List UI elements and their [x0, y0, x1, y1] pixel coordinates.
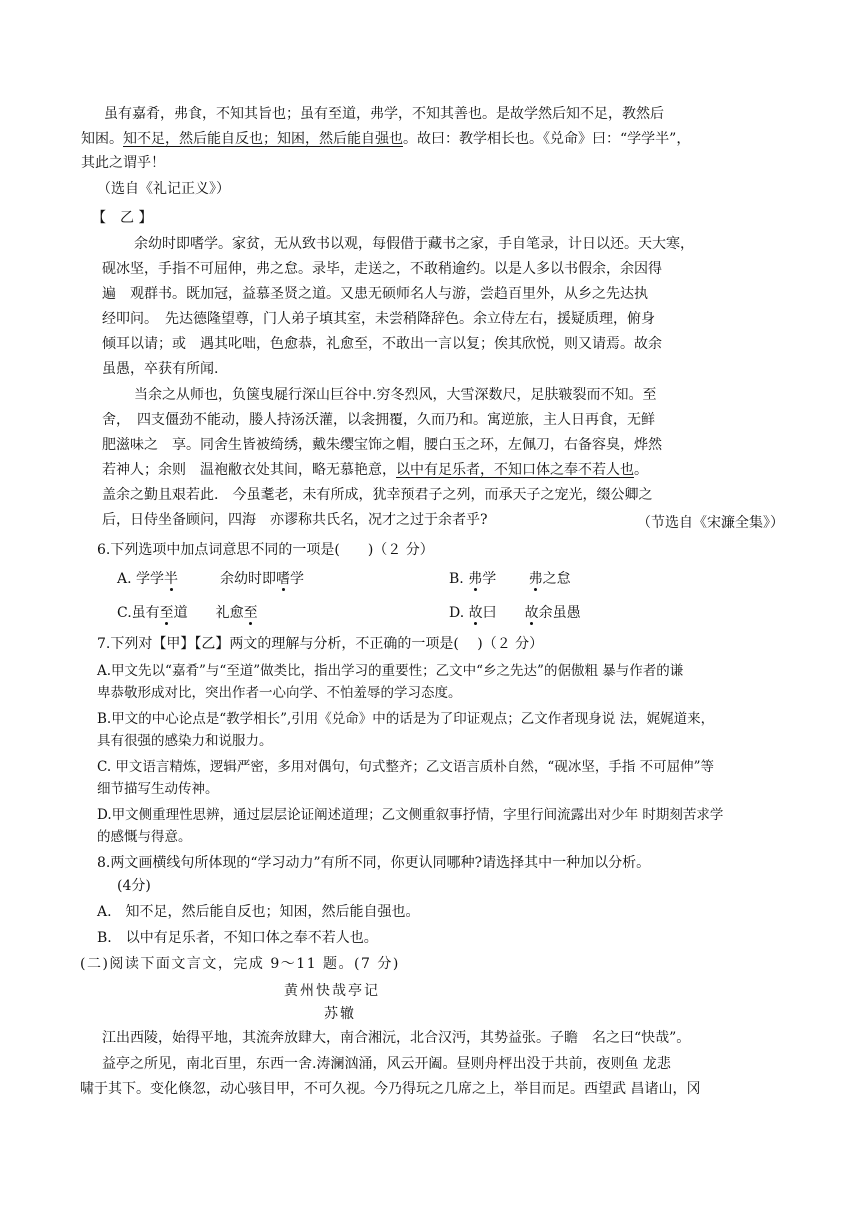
- yi-p2-line-4: [102, 460, 648, 480]
- yi-header: 【 乙 】: [92, 210, 153, 226]
- q7-option-d-line-1: D.甲文侧重理性思辨，通过层层论证阐述道理；乙文侧重叙事抒情，字里行间流露出对少年 时期刻苦求学: [97, 807, 724, 823]
- part2-title: 黄州快哉亭记: [284, 983, 380, 999]
- yi-p2-line-1: 当余之从师也，负箧曳屣行深山巨谷中.穷冬烈风，大雪深数尺，足肤皲裂而不知。至: [134, 387, 657, 403]
- option-text: 学学: [136, 571, 165, 587]
- yi-p2-line-5: 盖余之勤且艰若此. 今虽耄老，未有所成，犹幸预君子之列，而承天子之宠光，缀公卿之: [102, 487, 653, 503]
- yi-p2-line-4-text: 若神人；余则 温袍敝衣处其间，略无慕艳意，: [102, 462, 396, 478]
- yi-p2-line-4-end: 。: [634, 462, 648, 478]
- yi-p2-line-2: 舍， 四支僵劲不能动，媵人持汤沃灌，以衾拥覆，久而乃和。寓逆旅，主人日再食，无鲜: [102, 412, 655, 428]
- option-text: 学: [482, 571, 529, 587]
- dotted-char: 弗: [528, 571, 543, 587]
- q7-option-a-line-2: 卑恭敬形成对比，突出作者一心向学、不怕羞辱的学习态度。: [97, 685, 462, 701]
- part2-line-2: 益亭之所见，南北百里，东西一舍.涛澜汹涌，风云开阖。昼则舟枰出没于共前，夜则鱼 龙悲: [102, 1056, 671, 1072]
- q8-stem: 8.两文画横线句所体现的“学习动力”有所不同，你更认同哪种?请选择其中一种加以分析。: [97, 855, 651, 871]
- underlined-sentence-yi: 以中有足乐者，不知口体之奉不若人也: [396, 462, 634, 478]
- jia-line-2: [81, 129, 690, 149]
- option-label: A.: [117, 571, 137, 587]
- option-label: B.: [449, 571, 469, 587]
- q7-option-d-line-2: 的感慨与得意。: [97, 829, 192, 845]
- underlined-sentence-jia: 知不足，然后能自反也；知困，然后能自强也: [123, 131, 403, 147]
- yi-p1-line-3: 遍 观群书。既加冠，益慕圣贤之道。又患无硕师名人与游，尝趋百里外，从乡之先达执: [102, 286, 648, 302]
- option-text: 道 礼愈: [173, 605, 244, 621]
- jia-line-2-text: 知困。: [81, 131, 123, 147]
- part2-author: 苏辙: [324, 1006, 356, 1022]
- yi-p2-line-6: 后，日侍坐备顾问，四海 亦谬称共氏名，况才之过于余者乎?: [102, 512, 488, 528]
- option-label: D.: [449, 605, 469, 621]
- q7-option-b-line-1: B.甲文的中心论点是“教学相长”,引用《兑命》中的话是为了印证观点；乙文作者现身说 法，娓娓道来，: [97, 711, 715, 727]
- option-text: 学: [290, 571, 305, 587]
- dotted-char: 至: [243, 605, 258, 621]
- q7-option-c-line-2: 细节描写生动传神。: [97, 781, 219, 797]
- yi-source: （节选自《宋濂全集》）: [637, 515, 784, 531]
- option-label: C.: [117, 605, 132, 621]
- q6-option-b: [449, 569, 571, 589]
- yi-p2-line-3: 肥滋味之 享。同舍生皆被绮绣，戴朱缨宝饰之帽，腰白玉之环，左佩刀，右备容臭，烨然: [102, 437, 662, 453]
- dotted-char: 故: [468, 605, 483, 621]
- option-text: 余幼时即: [178, 571, 277, 587]
- part2-line-3: 啸于其下。变化倏忽，动心骇目甲，不可久视。今乃得玩之几席之上，举目而足。西望武 昌诸山，冈: [80, 1081, 701, 1097]
- dotted-char: 嗜: [276, 571, 291, 587]
- dotted-char: 故: [524, 605, 539, 621]
- part2-line-1: 江出西陵，始得平地，其流奔放肆大，南合湘沅，北合汉沔，其势益张。子瞻 名之曰“快哉”。: [102, 1030, 691, 1046]
- yi-p1-line-6: 虽愚，卒获有所闻.: [102, 361, 219, 377]
- jia-source: （选自《礼记正义》）: [97, 181, 230, 197]
- q8-score: (4分): [117, 878, 151, 894]
- part2-heading: (二)阅读下面文言文，完成 9～11 题。(7 分): [80, 956, 400, 972]
- option-text: 虽有: [131, 605, 160, 621]
- q6-option-c: [117, 603, 258, 623]
- jia-line-2-text-end: 。故曰：教学相长也。《兑命》曰：“学学半”，: [403, 131, 691, 147]
- yi-p1-line-1: 余幼时即嗜学。家贫，无从致书以观，每假借于藏书之家，手自笔录，计日以还。天大寒，: [134, 236, 694, 252]
- dotted-char: 半: [164, 571, 179, 587]
- yi-p1-line-4: 经叩问。 先达德隆望尊，门人弟子填其室，未尝稍降辞色。余立侍左右，援疑质理，俯身: [102, 311, 655, 327]
- option-text: 余虽愚: [538, 605, 581, 621]
- q7-option-a-line-1: A.甲文先以“嘉肴”与“至道”做类比，指出学习的重要性；乙文中“乡之先达”的倨傲粗 暴与作者的谦: [97, 663, 684, 679]
- q8-option-a: A. 知不足，然后能自反也；知困，然后能自强也。: [97, 904, 420, 920]
- q8-option-b: B. 以中有足乐者，不知口体之奉不若人也。: [97, 930, 378, 946]
- dotted-char: 弗: [468, 571, 483, 587]
- q6-option-a: [117, 569, 304, 589]
- yi-p1-line-5: 倾耳以请；或 遇其叱咄，色愈恭，礼愈至，不敢出一言以复；俟其欣悦，则又请焉。故余: [102, 336, 662, 352]
- q6-option-d: [449, 603, 581, 623]
- jia-line-3: 其此之谓乎！: [81, 155, 165, 171]
- q7-stem: 7.下列对【甲】【乙】两文的理解与分析，不正确的一项是( )（２ 分）: [97, 636, 544, 652]
- option-text: 之怠: [542, 571, 571, 587]
- yi-p1-line-2: 砚冰坚，手指不可屈伸，弗之怠。录毕，走送之，不敢稍逾约。以是人多以书假余，余因得: [102, 261, 662, 277]
- q7-option-c-line-1: C. 甲文语言精炼，逻辑严密，多用对偶句，句式整齐；乙文语言质朴自然，“砚冰坚，手指 不可屈伸”等: [97, 759, 715, 775]
- q7-option-b-line-2: 具有很强的感染力和说服力。: [97, 733, 273, 749]
- q6-stem: 6.下列选项中加点词意思不同的一项是( )（２ 分）: [97, 542, 434, 558]
- jia-line-1: 虽有嘉肴，弗食，不知其旨也；虽有至道，弗学，不知其善也。是故学然后知不足，教然后: [104, 106, 664, 122]
- option-text: 曰: [482, 605, 525, 621]
- dotted-char: 至: [159, 605, 174, 621]
